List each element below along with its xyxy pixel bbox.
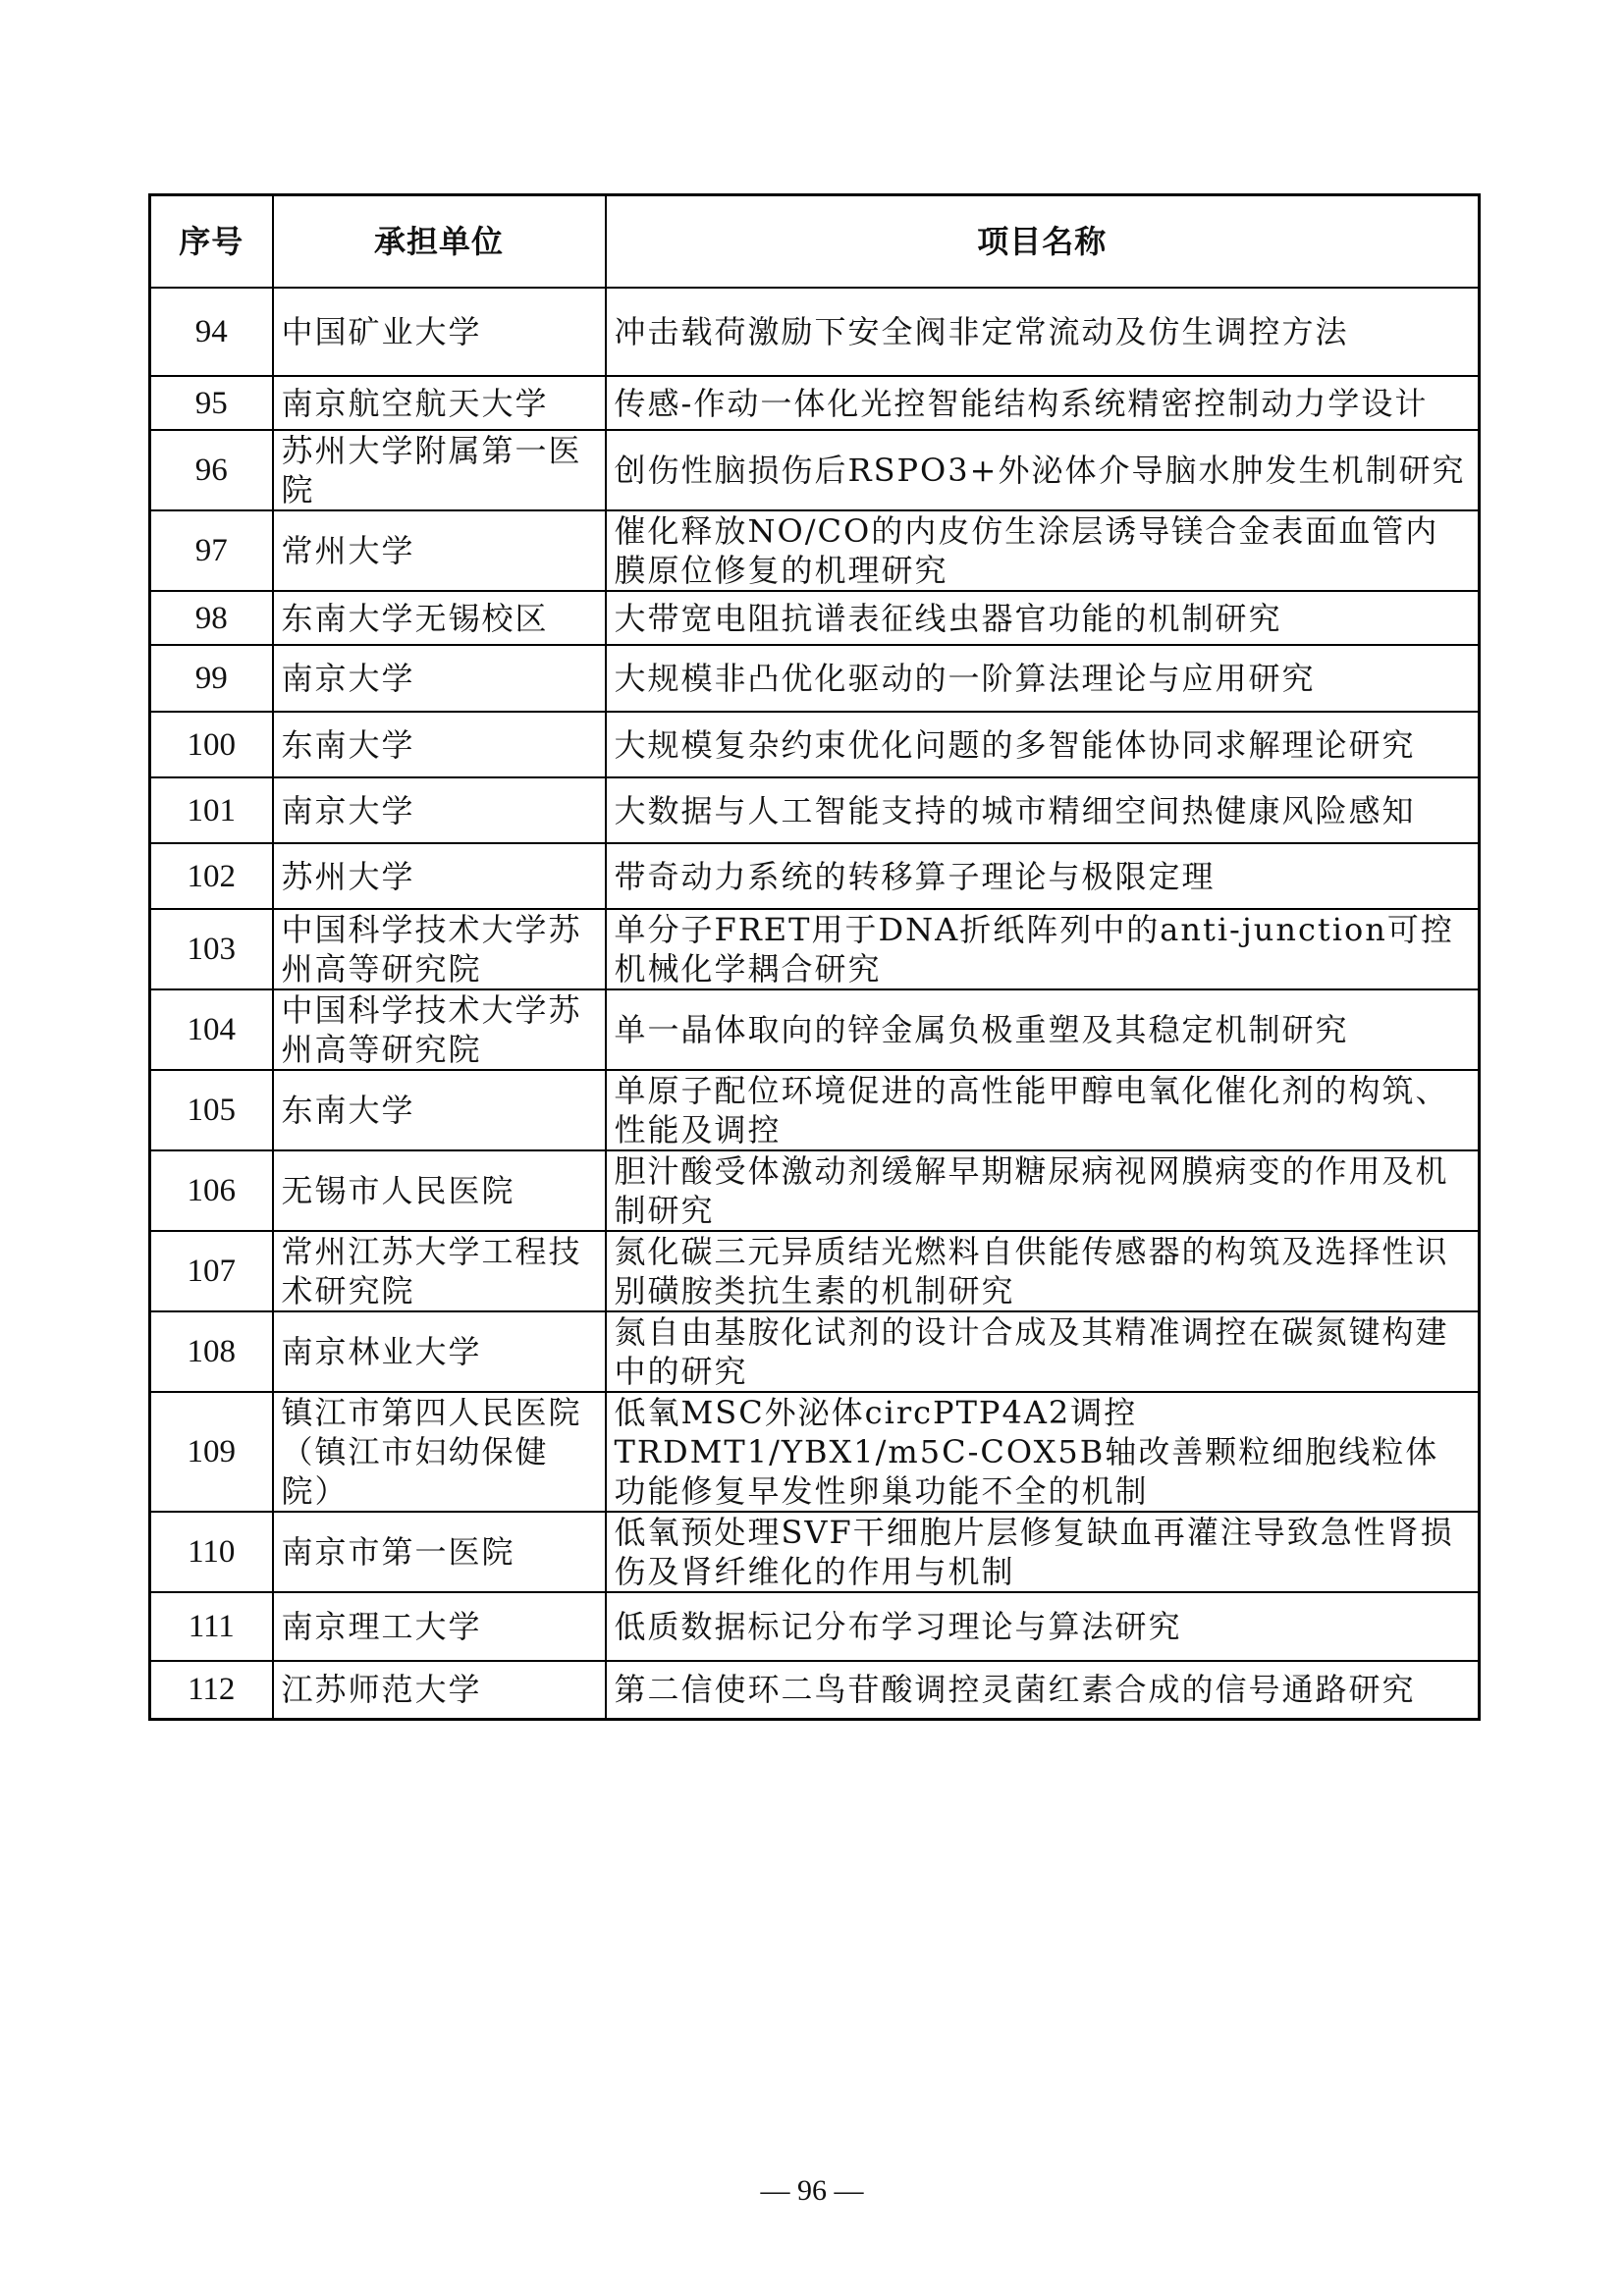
cell-project-name: 氮自由基胺化试剂的设计合成及其精准调控在碳氮键构建中的研究 <box>606 1311 1480 1392</box>
table-row <box>150 909 1480 989</box>
cell-project-name: 大规模复杂约束优化问题的多智能体协同求解理论研究 <box>606 712 1480 777</box>
cell-undertaking-unit: 南京航空航天大学 <box>273 376 606 430</box>
cell-undertaking-unit: 南京大学 <box>273 777 606 843</box>
cell-project-name: 氮化碳三元异质结光燃料自供能传感器的构筑及选择性识别磺胺类抗生素的机制研究 <box>606 1231 1480 1311</box>
cell-serial-number: 111 <box>150 1592 273 1661</box>
table-row <box>150 1150 1480 1231</box>
cell-undertaking-unit: 南京市第一医院 <box>273 1512 606 1592</box>
cell-undertaking-unit: 中国矿业大学 <box>273 288 606 376</box>
table-row <box>150 1311 1480 1392</box>
cell-undertaking-unit: 南京林业大学 <box>273 1311 606 1392</box>
cell-serial-number: 103 <box>150 909 273 989</box>
cell-serial-number: 107 <box>150 1231 273 1311</box>
cell-undertaking-unit: 东南大学 <box>273 712 606 777</box>
cell-project-name: 单分子FRET用于DNA折纸阵列中的anti-junction可控机械化学耦合研究 <box>606 909 1480 989</box>
table-row <box>150 989 1480 1070</box>
cell-undertaking-unit: 江苏师范大学 <box>273 1661 606 1719</box>
cell-serial-number: 110 <box>150 1512 273 1592</box>
cell-project-name: 低氧MSC外泌体circPTP4A2调控TRDMT1/YBX1/m5C-COX5B轴改善颗粒细胞线粒体功能修复早发性卵巢功能不全的机制 <box>606 1392 1480 1512</box>
cell-serial-number: 99 <box>150 645 273 712</box>
cell-project-name: 低氧预处理SVF干细胞片层修复缺血再灌注导致急性肾损伤及肾纤维化的作用与机制 <box>606 1512 1480 1592</box>
table-row <box>150 1231 1480 1311</box>
cell-project-name: 冲击载荷激励下安全阀非定常流动及仿生调控方法 <box>606 288 1480 376</box>
table-row <box>150 1070 1480 1150</box>
cell-project-name: 创伤性脑损伤后RSPO3+外泌体介导脑水肿发生机制研究 <box>606 430 1480 510</box>
cell-undertaking-unit: 常州大学 <box>273 510 606 591</box>
cell-undertaking-unit: 苏州大学附属第一医院 <box>273 430 606 510</box>
header-undertaking-unit: 承担单位 <box>273 195 606 289</box>
cell-project-name: 单一晶体取向的锌金属负极重塑及其稳定机制研究 <box>606 989 1480 1070</box>
cell-serial-number: 94 <box>150 288 273 376</box>
table-row <box>150 843 1480 909</box>
cell-project-name: 大带宽电阻抗谱表征线虫器官功能的机制研究 <box>606 591 1480 645</box>
table-body <box>150 288 1480 1719</box>
cell-undertaking-unit: 东南大学 <box>273 1070 606 1150</box>
table-row <box>150 645 1480 712</box>
table-row <box>150 1392 1480 1512</box>
cell-undertaking-unit: 中国科学技术大学苏州高等研究院 <box>273 909 606 989</box>
table-row <box>150 510 1480 591</box>
table-row <box>150 376 1480 430</box>
project-table <box>148 193 1481 1721</box>
cell-serial-number: 98 <box>150 591 273 645</box>
cell-serial-number: 104 <box>150 989 273 1070</box>
cell-serial-number: 100 <box>150 712 273 777</box>
page-number: — 96 — <box>760 2174 864 2207</box>
cell-undertaking-unit: 东南大学无锡校区 <box>273 591 606 645</box>
table-row <box>150 712 1480 777</box>
table-row <box>150 591 1480 645</box>
cell-serial-number: 105 <box>150 1070 273 1150</box>
cell-project-name: 胆汁酸受体激动剂缓解早期糖尿病视网膜病变的作用及机制研究 <box>606 1150 1480 1231</box>
cell-serial-number: 112 <box>150 1661 273 1719</box>
cell-serial-number: 102 <box>150 843 273 909</box>
cell-undertaking-unit: 中国科学技术大学苏州高等研究院 <box>273 989 606 1070</box>
table-row <box>150 1661 1480 1719</box>
cell-project-name: 低质数据标记分布学习理论与算法研究 <box>606 1592 1480 1661</box>
table-row <box>150 1512 1480 1592</box>
cell-project-name: 大规模非凸优化驱动的一阶算法理论与应用研究 <box>606 645 1480 712</box>
cell-undertaking-unit: 苏州大学 <box>273 843 606 909</box>
cell-serial-number: 95 <box>150 376 273 430</box>
cell-serial-number: 101 <box>150 777 273 843</box>
cell-project-name: 催化释放NO/CO的内皮仿生涂层诱导镁合金表面血管内膜原位修复的机理研究 <box>606 510 1480 591</box>
header-serial-number: 序号 <box>150 195 273 289</box>
header-project-name: 项目名称 <box>606 195 1480 289</box>
cell-serial-number: 97 <box>150 510 273 591</box>
table-row <box>150 430 1480 510</box>
cell-project-name: 传感-作动一体化光控智能结构系统精密控制动力学设计 <box>606 376 1480 430</box>
cell-serial-number: 106 <box>150 1150 273 1231</box>
cell-project-name: 第二信使环二鸟苷酸调控灵菌红素合成的信号通路研究 <box>606 1661 1480 1719</box>
cell-project-name: 大数据与人工智能支持的城市精细空间热健康风险感知 <box>606 777 1480 843</box>
cell-undertaking-unit: 常州江苏大学工程技术研究院 <box>273 1231 606 1311</box>
cell-undertaking-unit: 镇江市第四人民医院（镇江市妇幼保健院） <box>273 1392 606 1512</box>
cell-serial-number: 96 <box>150 430 273 510</box>
cell-project-name: 单原子配位环境促进的高性能甲醇电氧化催化剂的构筑、性能及调控 <box>606 1070 1480 1150</box>
cell-project-name: 带奇动力系统的转移算子理论与极限定理 <box>606 843 1480 909</box>
cell-undertaking-unit: 南京理工大学 <box>273 1592 606 1661</box>
table-row <box>150 288 1480 376</box>
cell-serial-number: 109 <box>150 1392 273 1512</box>
cell-undertaking-unit: 无锡市人民医院 <box>273 1150 606 1231</box>
table-header-row <box>150 195 1480 289</box>
table-row <box>150 777 1480 843</box>
table-row <box>150 1592 1480 1661</box>
cell-undertaking-unit: 南京大学 <box>273 645 606 712</box>
cell-serial-number: 108 <box>150 1311 273 1392</box>
